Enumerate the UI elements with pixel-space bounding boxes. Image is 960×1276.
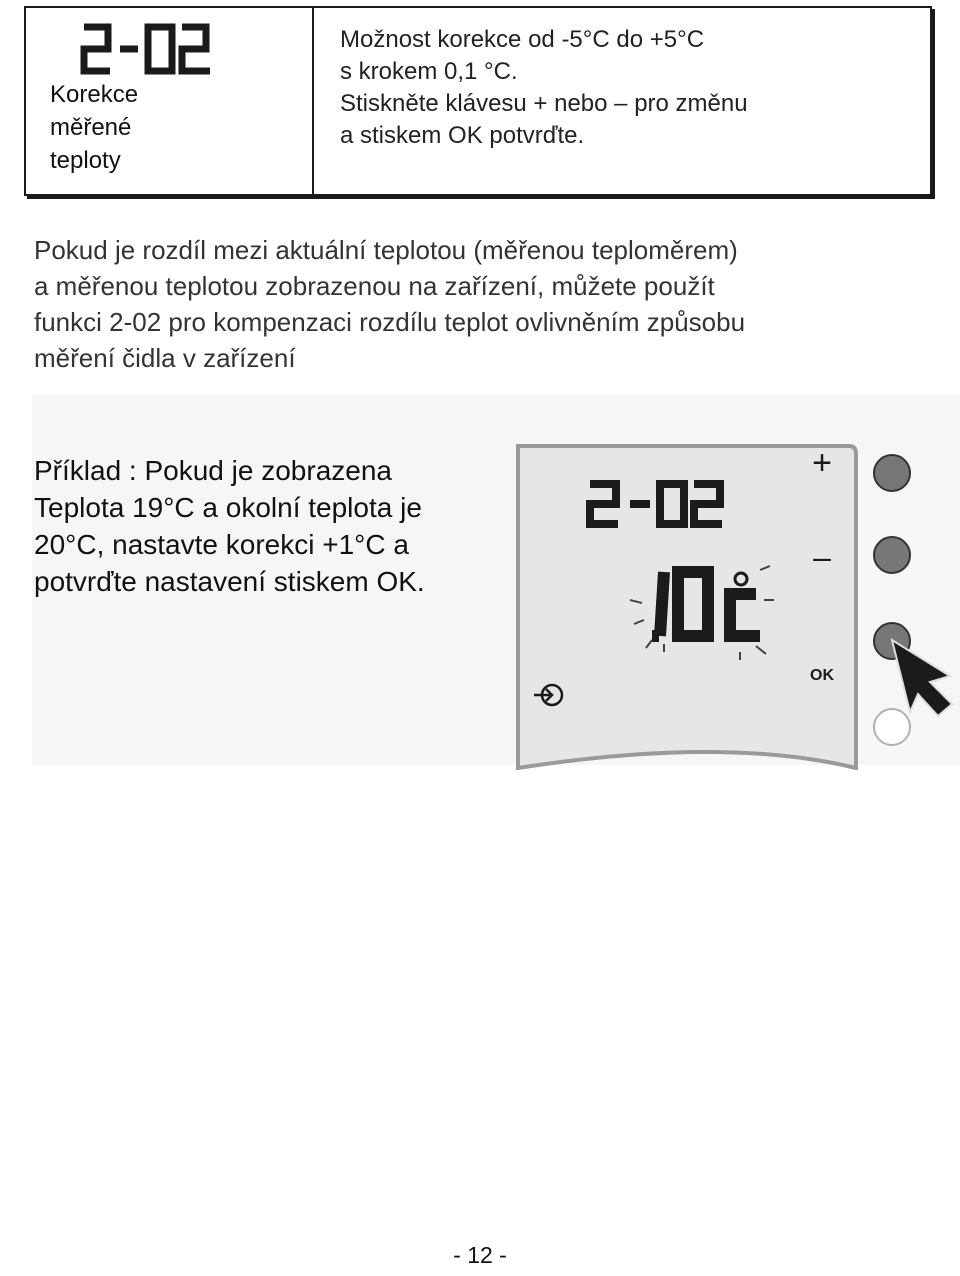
example-line: 20°C, nastavte korekci +1°C a xyxy=(34,529,409,560)
parameter-description xyxy=(340,24,900,152)
ok-label: OK xyxy=(810,667,834,684)
plus-label: + xyxy=(812,444,832,482)
example-line: Teplota 19°C a okolní teplota je xyxy=(34,492,422,523)
parameter-name-line: teploty xyxy=(50,147,121,174)
cursor-arrow-icon xyxy=(892,640,952,716)
description-line: Stiskněte klávesu + nebo – pro změnu xyxy=(340,90,748,117)
parameter-name-line: Korekce xyxy=(50,81,139,108)
example-text xyxy=(34,452,504,600)
description-line: Možnost korekce od -5°C do +5°C xyxy=(340,26,705,53)
parameter-name xyxy=(50,78,190,177)
minus-label: – xyxy=(813,539,831,575)
description-line: s krokem 0,1 °C. xyxy=(340,58,518,85)
paragraph-line: měření čidla v zařízení xyxy=(34,343,296,373)
extra-button[interactable] xyxy=(874,709,910,745)
paragraph-line: Pokud je rozdíl mezi aktuální teplotou (měřenou teploměrem) xyxy=(34,235,738,265)
page-number: - 12 - xyxy=(453,1242,507,1268)
parameter-cell xyxy=(26,8,314,194)
paragraph-line: funkci 2-02 pro kompenzaci rozdílu teplot ovlivněním způsobu xyxy=(34,307,746,337)
parameter-name-line: měřené xyxy=(50,114,132,141)
minus-button[interactable] xyxy=(874,537,910,573)
thermostat-illustration xyxy=(504,440,960,770)
description-line: a stiskem OK potvrďte. xyxy=(340,122,585,149)
lcd-comma xyxy=(652,630,659,642)
explanation-paragraph xyxy=(34,232,924,376)
paragraph-line: a měřenou teplotou zobrazenou na zařízení, můžete použít xyxy=(34,271,715,301)
plus-button[interactable] xyxy=(874,455,910,491)
example-line: Příklad : Pokud je zobrazena xyxy=(34,455,392,486)
segment-code-2-02 xyxy=(78,20,218,78)
parameter-table xyxy=(24,6,932,196)
example-line: potvrďte nastavení stiskem OK. xyxy=(34,566,425,597)
